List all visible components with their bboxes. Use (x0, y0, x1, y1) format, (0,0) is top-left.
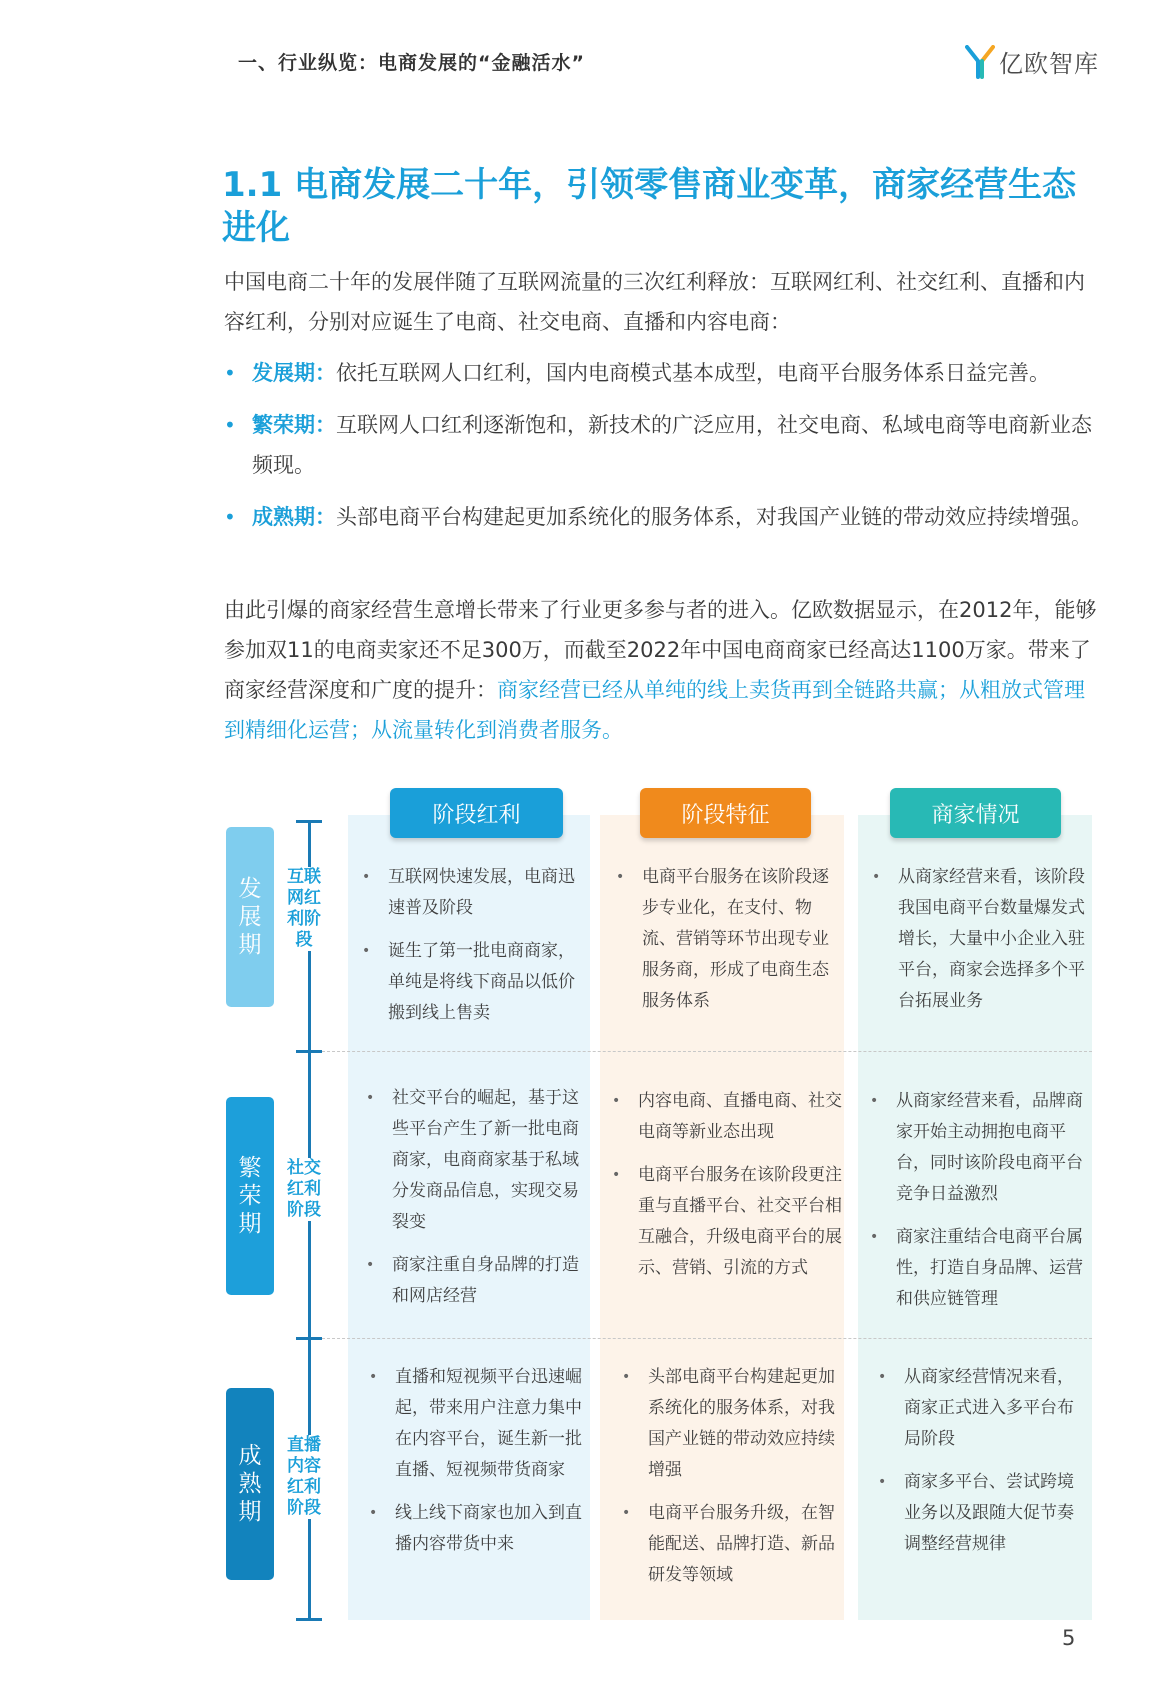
growth-paragraph (224, 590, 1100, 750)
cell-prosperity-merchants (864, 1086, 1090, 1327)
intro-paragraph: 中国电商二十年的发展伴随了互联网流量的三次红利释放：互联网红利、社交红利、直播和内容红利，分别对应诞生了电商、社交电商、直播和内容电商： (224, 270, 1085, 334)
cell-item: • 电商平台服务在该阶段更注重与直播平台、社交平台相互融合，升级电商平台的展示、营销、引流的方式 (606, 1160, 844, 1284)
logo-text: 亿欧智库 (999, 50, 1099, 78)
cell-prosperity-bonus (360, 1083, 588, 1324)
cell-item: • 电商平台服务在该阶段逐步专业化，在支付、物流、营销等环节出现专业服务商，形成了电商生态服务体系 (610, 862, 840, 1017)
cell-item: • 诞生了第一批电商商家，单纯是将线下商品以低价搬到线上售卖 (356, 936, 588, 1029)
cell-item: • 互联网快速发展，电商迅速普及阶段 (356, 862, 588, 924)
cell-development-features (610, 862, 840, 1029)
cell-development-merchants (866, 862, 1088, 1029)
cell-item: • 头部电商平台构建起更加系统化的服务体系，对我国产业链的带动效应持续增强 (616, 1362, 840, 1486)
cell-item: • 直播和短视频平台迅速崛起，带来用户注意力集中在内容平台，诞生新一批直播、短视频带货商家 (363, 1362, 589, 1486)
cell-maturity-bonus (363, 1362, 589, 1572)
stage-label-prosperity (226, 1097, 274, 1295)
growth-text: 由此引爆的商家经营生意增长带来了行业更多参与者的进入。亿欧数据显示，在2012年，能够参加双11的电商卖家还不足300万，而截至2022年中国电商商家已经高达1100万家。带来了商家经营深度和广度的提升： (224, 598, 1097, 702)
bullet-item (224, 497, 1100, 537)
bullet-item (224, 405, 1100, 485)
bullet-key: 发展期： (252, 361, 336, 385)
cell-item: • 商家注重自身品牌的打造和网店经营 (360, 1250, 588, 1312)
stage-bullet-list (224, 353, 1100, 549)
cell-maturity-features (616, 1362, 840, 1603)
bullet-text: 头部电商平台构建起更加系统化的服务体系，对我国产业链的带动效应持续增强。 (336, 505, 1092, 529)
cell-item: • 社交平台的崛起，基于这些平台产生了新一批电商商家，电商商家基于私域分发商品信息，实现交易裂变 (360, 1083, 588, 1238)
stage-sublabel: 社交红利阶段 (283, 1158, 325, 1221)
column-header-features: 阶段特征 (640, 788, 811, 838)
stage-label-development (226, 827, 274, 1007)
stage-sublabel: 直播内容红利阶段 (283, 1435, 325, 1519)
timeline-tick (296, 1618, 322, 1621)
bullet-text: 依托互联网人口红利，国内电商模式基本成型，电商平台服务体系日益完善。 (336, 361, 1050, 385)
column-header-merchants: 商家情况 (890, 788, 1061, 838)
cell-item: • 从商家经营来看，品牌商家开始主动拥抱电商平台，同时该阶段电商平台竞争日益激烈 (864, 1086, 1090, 1210)
timeline-tick (296, 1337, 322, 1340)
section-header: 一、行业纵览：电商发展的“金融活水” (238, 52, 585, 74)
bullet-item (224, 353, 1100, 393)
bullet-text: 互联网人口红利逐渐饱和，新技术的广泛应用，社交电商、私域电商等电商新业态频现。 (252, 413, 1092, 477)
stage-name: 繁荣期 (238, 1155, 262, 1237)
row-divider (322, 1051, 1092, 1052)
stage-label-maturity (226, 1388, 274, 1580)
cell-item: • 从商家经营情况来看，商家正式进入多平台布局阶段 (872, 1362, 1090, 1455)
cell-development-bonus (356, 862, 588, 1041)
row-divider (322, 1338, 1092, 1339)
yiou-logo-icon (965, 45, 995, 79)
cell-item: • 电商平台服务升级，在智能配送、品牌打造、新品研发等领域 (616, 1498, 840, 1591)
cell-item: • 商家注重结合电商平台属性，打造自身品牌、运营和供应链管理 (864, 1222, 1090, 1315)
timeline-tick (296, 820, 322, 823)
stage-name: 发展期 (238, 876, 262, 958)
growth-highlight: 商家经营已经从单纯的线上卖货再到全链路共赢；从粗放式管理到精细化运营；从流量转化到消费者服务。 (224, 678, 1085, 742)
cell-item: • 商家多平台、尝试跨境业务以及跟随大促节奏调整经营规律 (872, 1467, 1090, 1560)
column-header-bonus: 阶段红利 (390, 788, 563, 838)
cell-item: • 从商家经营来看，该阶段我国电商平台数量爆发式增长，大量中小企业入驻平台，商家会选择多个平台拓展业务 (866, 862, 1088, 1017)
bullet-key: 成熟期： (252, 505, 336, 529)
stage-sublabel: 互联网红利阶段 (283, 867, 325, 951)
cell-item: • 内容电商、直播电商、社交电商等新业态出现 (606, 1086, 844, 1148)
cell-item: • 线上线下商家也加入到直播内容带货中来 (363, 1498, 589, 1560)
cell-maturity-merchants (872, 1362, 1090, 1572)
timeline-tick (296, 1050, 322, 1053)
bullet-key: 繁荣期： (252, 413, 336, 437)
cell-prosperity-features (606, 1086, 844, 1296)
stage-name: 成熟期 (238, 1443, 262, 1525)
logo (965, 44, 1099, 79)
section-title: 1.1 电商发展二十年，引领零售商业变革，商家经营生态进化 (222, 165, 1077, 248)
page-number: 5 (1062, 1626, 1076, 1650)
